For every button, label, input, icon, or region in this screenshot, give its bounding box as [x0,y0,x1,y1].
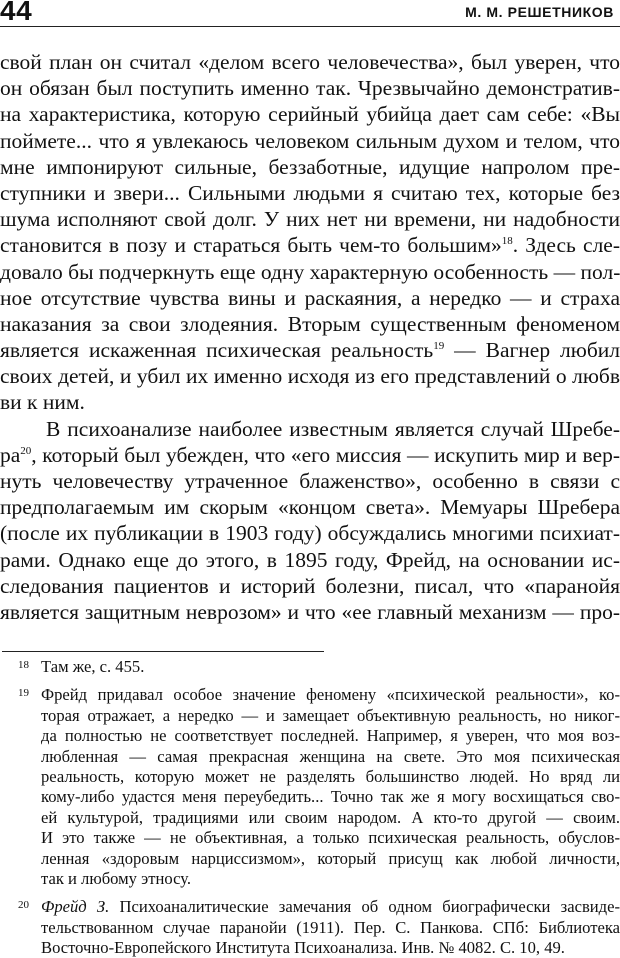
footnote-line: Восточно-Европейского Института Психоанализа. Инв. № 4082. С. 10, 49. [41,938,565,958]
body-text [0,49,620,625]
footnote-number: 19 [18,687,29,700]
body-line: следования пациентов и историй болезни, писал, что «паранойя [0,573,620,598]
body-text-segment: ра [0,442,21,467]
footnote-author: Фрейд З. [41,897,110,917]
body-text-segment: становится в позу и стараться быть чем-то большим» [0,233,502,258]
body-text-segment: . Здесь сле- [512,233,620,258]
body-line-with-footnote-ref [0,442,620,468]
body-line: наказания за свои злодеяния. Вторым существенным феноменом [0,311,620,336]
footnote-divider [2,651,324,652]
body-line: ное отсутствие чувства вины и раскаяния, а нередко — и страха [0,285,620,310]
body-line: ступники и звери... Сильными людьми я считаю тех, которые без [0,180,620,205]
body-line: на характеристика, которую серийный убийца дает сам себе: «Вы [0,102,620,127]
body-line: рами. Однако еще до этого, в 1895 году, Фрейд, на основании ис- [0,547,620,572]
page-header [0,0,620,27]
page-number: 44 [0,0,33,26]
footnote-18 [0,657,620,677]
body-line: поймете... что я увлекаюсь человеком сильным духом и телом, что [0,128,620,153]
body-text-segment: — Вагнер любил [444,338,620,363]
body-line-with-footnote-ref [0,232,620,258]
footnote-gap [0,677,620,685]
footnote-line: ленная «здоровым нарциссизмом», который присущ как любой личности, [41,848,620,868]
footnote-ref-18[interactable]: 18 [501,235,513,248]
footnote-gap [0,889,620,897]
footnote-number: 18 [18,659,29,671]
footnote-line: реальность, которую может не разделять большинство людей. Но вряд ли [41,766,620,786]
footnote-line [41,897,620,917]
body-line: мне импонируют сильные, беззаботные, идущие напролом пре- [0,154,620,179]
footnote-number: 20 [18,899,29,912]
footnote-line: торая отражает, а нередко — и замещает объективную реальность, но никог- [41,705,620,725]
footnote-ref-20[interactable]: 20 [20,444,32,457]
body-text-segment: , который был убежден, что «его миссия — искупить мир и вер- [31,442,620,467]
body-line: (после их публикации в 1903 году) обсуждались многими психиат- [0,521,620,546]
body-line: ви к ним. [0,390,85,415]
running-head-author: М. М. РЕШЕТНИКОВ [465,4,614,20]
footnote-line: Там же, с. 455. [41,657,145,676]
body-line: довало бы подчеркнуть еще одну характерную особенность — пол- [0,259,620,284]
body-line: шума исполняют свой долг. У них нет ни времени, ни надобности [0,207,620,232]
body-line: он обязан был поступить именно так. Чрезвычайно демонстратив- [0,76,620,101]
footnote-text-segment: Психоаналитические замечания об одном биографически засвиде- [109,897,620,917]
body-line: свой план он считал «делом всего человечества», был уверен, что [0,50,620,74]
footnote-line: кому-либо удастся меня переубедить... Точно так же я могу восхищаться сво- [41,787,620,807]
footnote-line: ей культурой, традициями или своим народом. А кто-то другой — своим. [41,807,620,827]
body-line-with-footnote-ref [0,337,620,363]
body-line: своих детей, и убил их именно исходя из его представлений о любв [0,364,620,389]
body-text-segment: является искаженная психическая реальность [0,338,434,363]
footnote-line: да полностью не соответствует последней. Например, я уверен, что моя воз- [41,726,620,746]
footnote-line: тельствованном случае паранойи (1911). Пер. С. Панкова. СПб: Библиотека [41,917,620,937]
footnote-19 [0,685,620,889]
footnote-line: Фрейд придавал особое значение феномену «психической реальности», ко- [41,685,620,705]
body-line: нуть человечеству утраченное блаженство», особенно в связи с [0,469,620,493]
body-line: является защитным неврозом» и что «ее главный механизм — про- [0,599,620,624]
footnote-line: И это также — не объективная, а только психическая реальность, обуслов- [41,828,620,848]
body-line: предполагаемым им скорым «концом света». Мемуары Шребера [0,495,620,520]
footnote-line: любленная — самая прекрасная женщина на свете. Это моя психическая [41,746,620,766]
footnote-ref-19[interactable]: 19 [433,339,445,352]
footnotes [0,657,620,958]
footnote-line: так и любому этносу. [41,868,191,888]
paragraph-first-line: В психоанализе наиболее известным является случай Шребе- [46,416,620,441]
